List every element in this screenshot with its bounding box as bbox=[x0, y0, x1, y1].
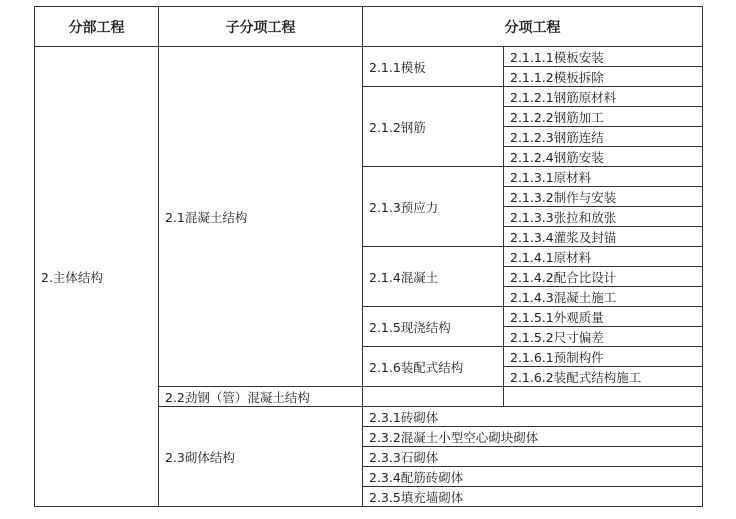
masonry-item: 2.3.3石砌体 bbox=[363, 447, 703, 467]
sub-item-concrete: 2.1混凝土结构 bbox=[159, 47, 363, 387]
group-concrete: 2.1.4混凝土 bbox=[363, 247, 504, 307]
masonry-item: 2.3.1砖砌体 bbox=[363, 407, 703, 427]
item-cell: 2.1.5.2尺寸偏差 bbox=[504, 327, 703, 347]
group-rebar: 2.1.2钢筋 bbox=[363, 87, 504, 167]
masonry-item: 2.3.4配筋砖砌体 bbox=[363, 467, 703, 487]
item-cell: 2.1.1.1模板安装 bbox=[504, 47, 703, 67]
item-cell: 2.1.2.2钢筋加工 bbox=[504, 107, 703, 127]
item-cell: 2.1.1.2模板拆除 bbox=[504, 67, 703, 87]
header-item: 分项工程 bbox=[363, 7, 703, 47]
item-cell: 2.1.6.2装配式结构施工 bbox=[504, 367, 703, 387]
masonry-item: 2.3.2混凝土小型空心砌块砌体 bbox=[363, 427, 703, 447]
item-cell: 2.1.4.3混凝土施工 bbox=[504, 287, 703, 307]
item-cell: 2.1.2.1钢筋原材料 bbox=[504, 87, 703, 107]
item-cell: 2.1.3.3张拉和放张 bbox=[504, 207, 703, 227]
sub-item-steel-concrete: 2.2劲钢（管）混凝土结构 bbox=[159, 387, 363, 407]
group-cast-in-place: 2.1.5现浇结构 bbox=[363, 307, 504, 347]
item-cell: 2.1.4.2配合比设计 bbox=[504, 267, 703, 287]
item-cell: 2.1.3.1原材料 bbox=[504, 167, 703, 187]
empty-cell bbox=[363, 387, 504, 407]
construction-division-table bbox=[34, 6, 703, 507]
item-cell: 2.1.3.4灌浆及封锚 bbox=[504, 227, 703, 247]
item-cell: 2.1.2.3钢筋连结 bbox=[504, 127, 703, 147]
header-sub-item: 子分项工程 bbox=[159, 7, 363, 47]
item-cell: 2.1.3.2制作与安装 bbox=[504, 187, 703, 207]
header-division: 分部工程 bbox=[35, 7, 159, 47]
group-precast: 2.1.6装配式结构 bbox=[363, 347, 504, 387]
group-prestress: 2.1.3预应力 bbox=[363, 167, 504, 247]
item-cell: 2.1.5.1外观质量 bbox=[504, 307, 703, 327]
group-formwork: 2.1.1模板 bbox=[363, 47, 504, 87]
division-cell: 2.主体结构 bbox=[35, 47, 159, 507]
item-cell: 2.1.2.4钢筋安装 bbox=[504, 147, 703, 167]
item-cell: 2.1.4.1原材料 bbox=[504, 247, 703, 267]
sub-item-masonry: 2.3砌体结构 bbox=[159, 407, 363, 507]
item-cell: 2.1.6.1预制构件 bbox=[504, 347, 703, 367]
empty-cell bbox=[504, 387, 703, 407]
masonry-item: 2.3.5填充墙砌体 bbox=[363, 487, 703, 507]
